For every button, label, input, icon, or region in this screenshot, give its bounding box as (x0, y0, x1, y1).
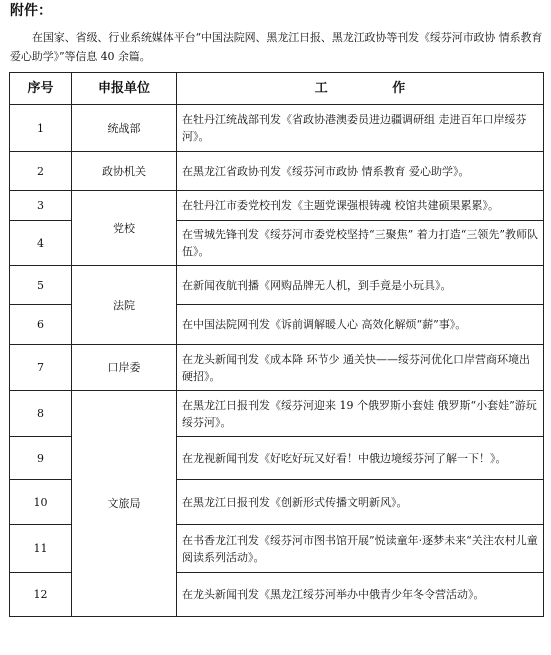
row-seq: 9 (10, 437, 72, 480)
intro-paragraph: 在国家、省级、行业系统媒体平台“中国法院网、黑龙江日报、黑龙江政协等刊发《绥芬河市政协 情系教育 爱心助学》”等信息 40 余篇。 (10, 31, 543, 63)
row-work: 在黑龙江日报刊发《创新形式传播文明新风》。 (177, 480, 544, 525)
header-work: 工 作 (177, 73, 544, 105)
row-work: 在雪城先锋刊发《绥芬河市委党校坚持“三聚焦” 着力打造“三领先”教师队伍》。 (177, 221, 544, 266)
row-work: 在龙视新闻刊发《好吃好玩又好看！中俄边境绥芬河了解一下！》。 (177, 437, 544, 480)
table-header-row (10, 73, 544, 105)
row-seq: 6 (10, 305, 72, 345)
row-work: 在龙头新闻刊发《黑龙江绥芬河举办中俄青少年冬令营活动》。 (177, 573, 544, 617)
row-seq: 7 (10, 345, 72, 391)
report-table (9, 72, 544, 617)
row-work: 在龙头新闻刊发《成本降 环节少 通关快——绥芬河优化口岸营商环境出硬招》。 (177, 345, 544, 391)
row-unit: 文旅局 (72, 391, 177, 617)
table-row (10, 105, 544, 152)
row-work: 在新闻夜航刊播《网购品牌无人机，到手竟是小玩具》。 (177, 266, 544, 305)
row-seq: 11 (10, 525, 72, 573)
row-unit: 法院 (72, 266, 177, 345)
row-unit: 党校 (72, 191, 177, 266)
table-row (10, 266, 544, 305)
row-seq: 3 (10, 191, 72, 221)
table-row (10, 345, 544, 391)
table-row (10, 191, 544, 221)
row-seq: 1 (10, 105, 72, 152)
header-seq: 序号 (10, 73, 72, 105)
row-work: 在牡丹江市委党校刊发《主题党课强根铸魂 校馆共建硕果累累》。 (177, 191, 544, 221)
row-work: 在黑龙江省政协刊发《绥芬河市政协 情系教育 爱心助学》。 (177, 152, 544, 191)
table-row (10, 391, 544, 437)
row-seq: 2 (10, 152, 72, 191)
row-unit: 口岸委 (72, 345, 177, 391)
row-unit: 统战部 (72, 105, 177, 152)
row-seq: 10 (10, 480, 72, 525)
row-work: 在牡丹江统战部刊发《省政协港澳委员进边疆调研组 走进百年口岸绥芬河》。 (177, 105, 544, 152)
row-work: 在中国法院网刊发《诉前调解暖人心 高效化解烦“薪”事》。 (177, 305, 544, 345)
row-work: 在书香龙江刊发《绥芬河市图书馆开展”悦读童年·逐梦未来“关注农村儿童阅读系列活动》。 (177, 525, 544, 573)
table-row (10, 152, 544, 191)
row-unit: 政协机关 (72, 152, 177, 191)
row-seq: 5 (10, 266, 72, 305)
row-seq: 4 (10, 221, 72, 266)
header-unit: 申报单位 (72, 73, 177, 105)
row-seq: 12 (10, 573, 72, 617)
row-seq: 8 (10, 391, 72, 437)
attachment-title: 附件： (10, 3, 52, 19)
row-work: 在黑龙江日报刊发《绥芬河迎来 19 个俄罗斯小套娃 俄罗斯“小套娃”游玩绥芬河》。 (177, 391, 544, 437)
